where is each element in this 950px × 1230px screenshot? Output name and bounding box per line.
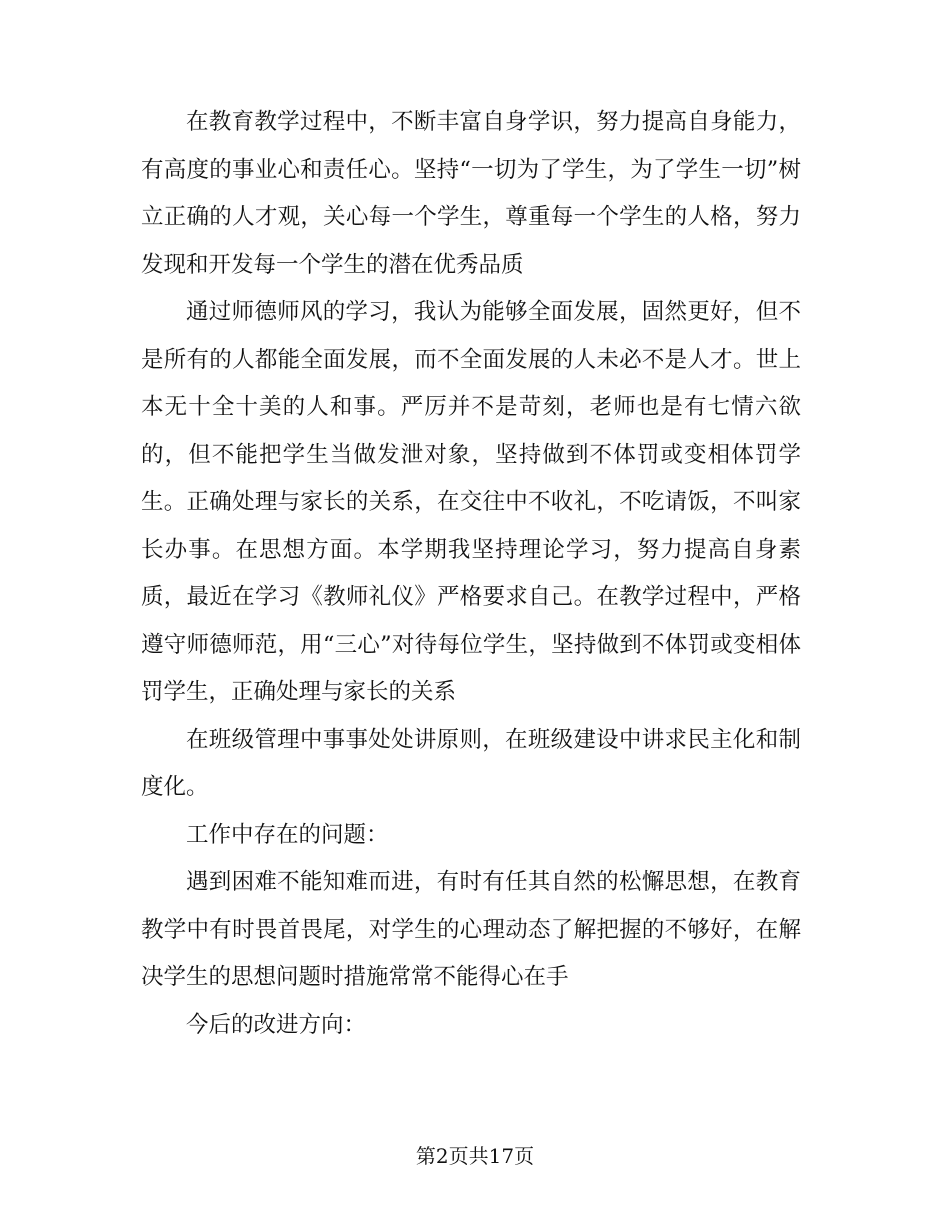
paragraph-improvement-heading: 今后的改进方向：: [186, 1011, 367, 1038]
paragraph-teaching-process: 在教育教学过程中，不断丰富自身学识，努力提高自身能力，有高度的事业心和责任心。坚持“一切为了学生，为了学生一切”树立正确的人才观，关心每一个学生，尊重每一个学生的人格，努力发现和开发每一个学生的潜在优秀品质: [141, 109, 801, 278]
paragraph-class-management: 在班级管理中事事处处讲原则，在班级建设中讲求民主化和制度化。: [141, 726, 801, 800]
page-number-footer: 第2页共17页: [415, 1144, 535, 1168]
document-body: [141, 99, 801, 1049]
paragraph-ethics-study: 通过师德师风的学习，我认为能够全面发展，固然更好，但不是所有的人都能全面发展，而不全面发展的人未必不是人才。世上本无十全十美的人和事。严厉并不是苛刻，老师也是有七情六欲的，但不能把学生当做发泄对象，坚持做到不体罚或变相体罚学生。正确处理与家长的关系，在交往中不收礼，不吃请饭，不叫家长办事。在思想方面。本学期我坚持理论学习，努力提高自身素质，最近在学习《教师礼仪》严格要求自己。在教学过程中，严格遵守师德师范，用“三心”对待每位学生，坚持做到不体罚或变相体罚学生，正确处理与家长的关系: [141, 299, 801, 705]
paragraph-problems-heading: 工作中存在的问题：: [186, 821, 389, 848]
paragraph-problems-detail: 遇到困难不能知难而进，有时有任其自然的松懈思想，在教育教学中有时畏首畏尾，对学生的心理动态了解把握的不够好，在解决学生的思想问题时措施常常不能得心在手: [141, 869, 801, 990]
